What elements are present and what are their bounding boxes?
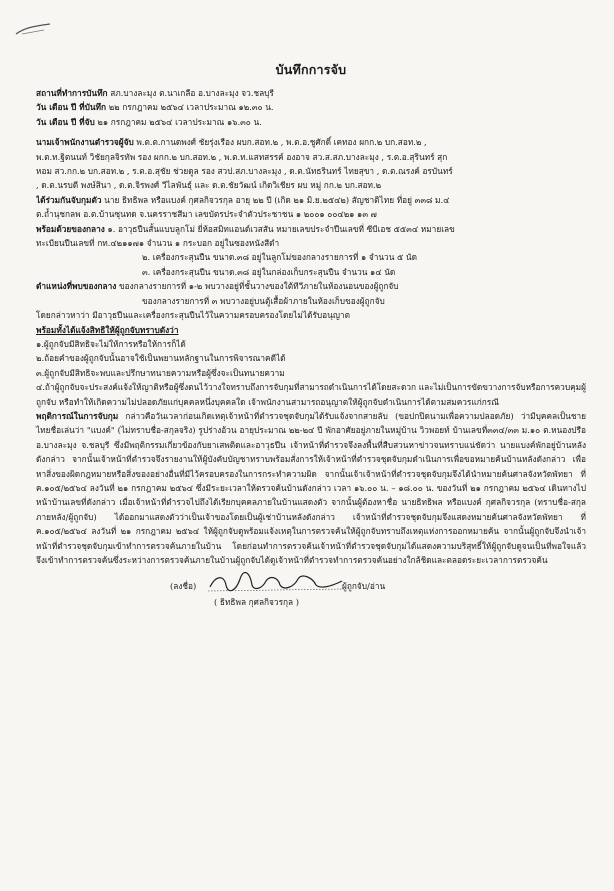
evidence-item-1-cont: ทะเบียนปืนเลขที่ กท.๔๒๑๑๗๑ จำนวน ๑ กระบอก อยู่ในซองหนังสีดำ <box>36 238 280 249</box>
place-label: สถานที่ทำการบันทึก <box>36 88 108 98</box>
handwritten-signature-icon <box>206 569 346 595</box>
pen-stroke-mark-icon <box>14 22 54 38</box>
circumstances-label: พฤติการณ์ในการจับกุม <box>36 410 119 421</box>
suspect-line: ต.ถ้ำนุชกลพ อ.ต.บ้านซุนทด จ.นครราชสีมา เลขบัตรประจำตัวประชาชน ๑ ๒๐๐๑ ๐๐๔๒๑ ๑๓ ๗ <box>36 209 377 220</box>
place-row <box>36 86 586 100</box>
right-item-1: ๑.ผู้ถูกจับมีสิทธิจะไม่ให้การหรือให้การก็ได้ <box>36 338 186 349</box>
found-place-row <box>36 279 586 293</box>
place-value: สภ.บางละมุง ต.นาเกลือ อ.บางละมุง จว.ชลบุรี <box>110 88 274 98</box>
officers-line: หอม สว.กก.๒ บก.สอท.๒ , ร.ต.อ.สุชัย ช่วยดูล รอง สวป.สภ.บางละมุง , ด.ต.นัทธรินทร์ ไทยสุขา , ด.ต.ณรงค์ อรบันทร์ <box>36 166 453 177</box>
arrest-date-row <box>36 115 586 129</box>
officers-line: พ.ต.ต.กานดพงศ์ ชัยรุ่งเรือง ผบก.สอท.๒ , พ.ต.อ.ชูศักดิ์ เคทอง ผกก.๒ บก.สอท.๒ , <box>136 137 427 148</box>
officers-label: นามเจ้าพนักงานตำรวจผู้จับ <box>36 137 134 148</box>
suspect-label: ได้ร่วมกันจับกุมตัว <box>36 194 102 205</box>
suspect-line: นาย ธิทธิพล หรือแบงค์ กุศลกิจวรกุล อายุ ๒๒ ปี (เกิด ๒๑ มิ.ย.๒๕๔๒) สัญชาติไทย ที่อยู่ ๓๓๘ ม.๔ <box>104 194 450 205</box>
evidence-item-2: ๒. เครื่องกระสุนปืน ขนาด.๓๘ อยู่ในลูกโม่ของกลางรายการที่ ๑ จำนวน ๕ นัด <box>142 252 417 263</box>
right-item-3: ๓.ผู้ถูกจับมีสิทธิจะพบและปรึกษาทนายความหรือผู้ซึ่งจะเป็นทนายความ <box>36 367 285 378</box>
found-place-line-2: ของกลางรายการที่ ๓ พบวางอยู่บนตู้เสื้อผ้าภายในห้องเก็บของผู้ถูกจับ <box>142 295 385 306</box>
right-item-2: ๒.ถ้อยคำของผู้ถูกจับนั้นอาจใช้เป็นพยานหลักฐานในการพิจารณาคดีได้ <box>36 353 286 364</box>
evidence-item-3: ๓. เครื่องกระสุนปืน ขนาด.๓๘ อยู่ในกล่องเก็บกระสุนปืน จำนวน ๑๔ นัด <box>142 266 396 277</box>
rights-heading-text: พร้อมทั้งได้แจ้งสิทธิให้ผู้ถูกจับทราบดังว่า <box>36 324 179 335</box>
document-title: บันทึกการจับ <box>275 62 347 77</box>
suspect-row <box>36 193 586 207</box>
officers-line: , ด.ต.นรบดี พงษ์สินา , ด.ต.จิรพงศ์ วีไลพันธุ์ และ ด.ต.ชัยวัฒน์ เกิดวิเชียร ผบ หมู่ กก.๒ บก.สอท.๒ <box>36 180 382 191</box>
rights-heading <box>36 323 586 337</box>
charge-line: โดยกล่าวหาว่า มีอาวุธปืนและเครื่องกระสุนปืนไว้ในความครอบครองโดยไม่ได้รับอนุญาต <box>36 310 350 321</box>
evidence-row <box>36 222 586 236</box>
circumstances-text: กล่าวคือวันเวลาก่อนเกิดเหตุเจ้าหน้าที่ตำรวจชุดจับกุมได้รับแจ้งจากสายลับ (ขอปกปิดนามเพื่อความปลอดภัย) ว่ามีบุคคลเป็นชายไทยชื่อเล่นว่า "แบงค์" (ไม่ทราบชื่อ-สกุลจริง) รูปร่างอ้วน อายุประมาณ ๒๒-๒๔ ปี พักอาศัยอยู่ภายในหมู่บ้าน วิวพอยท์ บ้านเลขที่๓๓๔/๓๓ ม.๑๐ ต.หนองปรือ อ.บางละมุง จ.ชลบุรี ซึ่งมีพฤติกรรมเกี่ยวข้องกับยาเสพติดและอาวุธปืน เจ้าหน้าที่ตำรวจจึงลงพื้นที่สืบสวนหาข่าวจนทราบแน่ชัดว่า นายแบงค์พักอยู่บ้านหลังดังกล่าว จากนั้นเจ้าหน้าที่ตำรวจจึงรายงานให้ผู้บังคับบัญชาทราบพร้อมสั่งการให้เจ้าหน้าที่ตำรวจชุดจับกุมดำเนินการเพื่อขอหมายค้นบ้านหลังดังกล่าว เพื่อหาสิ่งของผิดกฎหมายหรือสิ่งของอย่างอื่นที่มีไว้ครอบครองในการกระทำความผิด จากนั้นเจ้าเจ้าหน้าที่ตำรวจชุดจับกุมจึงได้นำหมายค้นศาลจังหวัดพัทยา ที่ ค.๑๐๕/๒๕๖๔ ลงวันที่ ๒๑ กรกฎาคม ๒๕๖๔ ซึ่งมีระยะเวลาให้ตรวจค้นบ้านดังกล่าว เวลา ๑๖.๐๐ น. – ๑๘.๐๐ น. ของวันที่ ๒๑ กรกฎาคม ๒๕๖๔ เดินทางไปหน้าบ้านเลขที่ดังกล่าว เมื่อเจ้าหน้าที่ตำรวจไปถึงได้เรียกบุคคลภายในบ้านแสดงตัว จากนั้นผู้ต้องหาชื่อ นายธิทธิพล หรือแบงค์ กุศลกิจวรกุล (ทราบชื่อ-สกุลภายหลัง/ผู้ถูกจับ) ได้ออกมาแสดงตัวว่าเป็นเจ้าของโดยเป็นผู้เช่าบ้านหลังดังกล่าว เจ้าหน้าที่ตำรวจชุดจับกุมจึงแสดงหมายค้นศาลจังหวัดพัทยา ที่ ค.๑๐๕/๒๕๖๔ ลงวันที่ ๒๑ กรกฎาคม ๒๕๖๔ ให้ผู้ถูกจับดูพร้อมแจ้งเหตุในการตรวจค้นให้ผู้ถูกจับทราบถึงเหตุแห่งการออกหมายค้น จากนั้นผู้ถูกจับจึงนำเจ้าหน้าที่ตำรวจชุดจับกุมเข้าทำการตรวจค้นภายในบ้าน โดยก่อนทำการตรวจค้นเจ้าหน้าที่ตำรวจชุดจับกุมได้แสดงความบริสุทธิ์ให้ผู้ถูกจับดูจนเป็นที่พอใจแล้ว จึงเข้าทำการตรวจค้นซึ่งระหว่างการตรวจค้นภายในบ้านผู้ถูกจับได้ดูเจ้าหน้าที่ตำรวจทำการตรวจค้นอย่างใกล้ชิดและตลอดระยะเวลาการตรวจค้น <box>36 410 587 565</box>
signatory-name: ( ธิทธิพล กุศลกิจวรกุล ) <box>214 597 300 608</box>
record-date-row <box>36 100 586 114</box>
arrest-date-label: วัน เดือน ปี ที่จับ <box>36 116 95 127</box>
arrest-date-value: ๒๑ กรกฎาคม ๒๕๖๔ เวลาประมาณ ๑๖.๓๐ น. <box>97 116 262 127</box>
officers-line: พ.ต.ท.ฐิตนนท์ วิชัยกุลจิรทัพ รอง ผกก.๒ บก.สอท.๒ , พ.ต.ท.แสทสรรค์ องอาจ สว.ส.สภ.บางละมุง , ร.ต.อ.สุรินทร์ สุก <box>36 151 448 162</box>
found-place-line-1: ของกลางรายการที่ ๑-๒ พบวางอยู่ที่ชั้นวางของใต้ทีวีภายในห้องนอนของผู้ถูกจับ <box>118 281 399 292</box>
evidence-item-1: ๑. อาวุธปืนสั้นแบบลูกโม่ ยี่ห้อสมิทแอนด์เวสสัน หมายเลขประจำปืนเลขที่ ซีบีเอช ๕๕๓๔ หมายเลข <box>107 223 455 234</box>
officers-row <box>36 135 586 149</box>
record-date-label: วัน เดือน ปี ที่บันทึก <box>36 102 107 113</box>
right-item-4: ๔.ถ้าผู้ถูกจับจะประสงค์แจ้งให้ญาติหรือผู้ซึ่งตนไว้วางใจทราบถึงการจับกุมที่สามารถดำเนินการได้โดยสะดวก และไม่เป็นการขัดขวางการจับหรือการควบคุมผู้ถูกจับ หรือทำให้เกิดความไม่ปลอดภัยแก่บุคคลหนึ่งบุคคลใด เจ้าพนักงานสามารถอนุญาตให้ผู้ถูกจับดำเนินการได้ตามสมควรแก่กรณี <box>36 382 586 407</box>
signature-suffix: ผู้ถูกจับ/อ่าน <box>342 581 386 592</box>
signature-prefix: (ลงชื่อ) <box>170 581 197 592</box>
evidence-label: พร้อมด้วยของกลาง <box>36 223 105 234</box>
signature-block <box>36 569 586 609</box>
found-place-label: ตำแหน่งที่พบของกลาง <box>36 281 117 292</box>
record-date-value: ๒๒ กรกฎาคม ๒๕๖๔ เวลาประมาณ ๑๒.๓๐ น. <box>108 102 274 113</box>
circumstances-paragraph <box>36 409 586 567</box>
